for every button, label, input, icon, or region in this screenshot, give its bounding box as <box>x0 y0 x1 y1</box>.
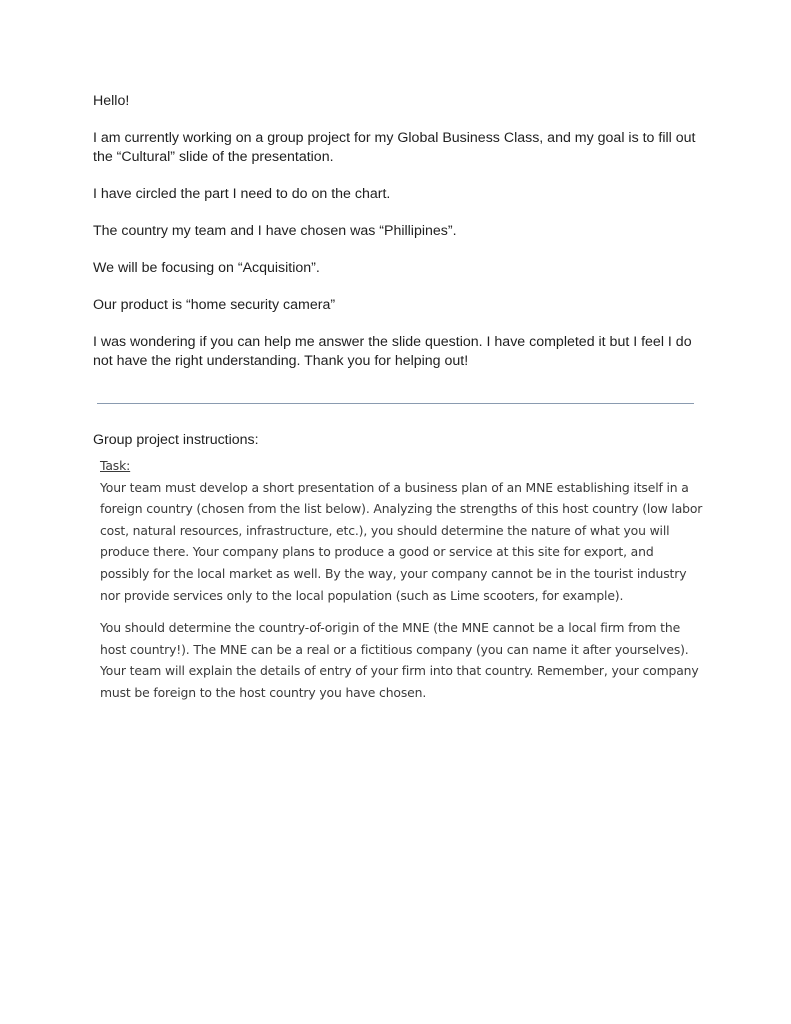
message-paragraph-product: Our product is “home security camera” <box>93 297 336 313</box>
task-paragraph-plan: Your team must develop a short presentation of a business plan of an MNE establishing itself in a foreign country (chosen from the list below). Analyzing the strengths of this host country (low labor cost, natural resources, infrastructure, etc.), you should determine the nature of what you will produce there. Your company plans to produce a good or service at this site for export, and possibly for the local market as well. By the way, your company cannot be in the tourist industry nor provide services only to the local population (such as Lime scooters, for example). <box>100 479 703 603</box>
message-paragraph-request: I was wondering if you can help me answer the slide question. I have completed it but I feel I do not have the right understanding. Thank you for helping out! <box>93 334 692 369</box>
instructions-heading: Group project instructions: <box>93 432 259 448</box>
message-paragraph-project: I am currently working on a group project for my Global Business Class, and my goal is to fill out the “Cultural” slide of the presentation. <box>93 130 696 165</box>
task-title: Task: <box>100 458 131 473</box>
message-paragraph-focus: We will be focusing on “Acquisition”. <box>93 260 320 276</box>
message-paragraph-circled: I have circled the part I need to do on the chart. <box>93 186 391 202</box>
task-paragraph-origin: You should determine the country-of-origin of the MNE (the MNE cannot be a local firm from the host country!). The MNE can be a real or a fictitious company (you can name it after yourselves). Your team will explain the details of entry of your firm into that country. Remember, your company must be foreign to the host country you have chosen. <box>100 620 699 700</box>
message-body <box>93 92 713 389</box>
greeting: Hello! <box>93 93 130 109</box>
horizontal-divider <box>97 403 694 404</box>
message-paragraph-country: The country my team and I have chosen was “Phillipines”. <box>93 223 457 239</box>
task-section <box>100 455 705 715</box>
